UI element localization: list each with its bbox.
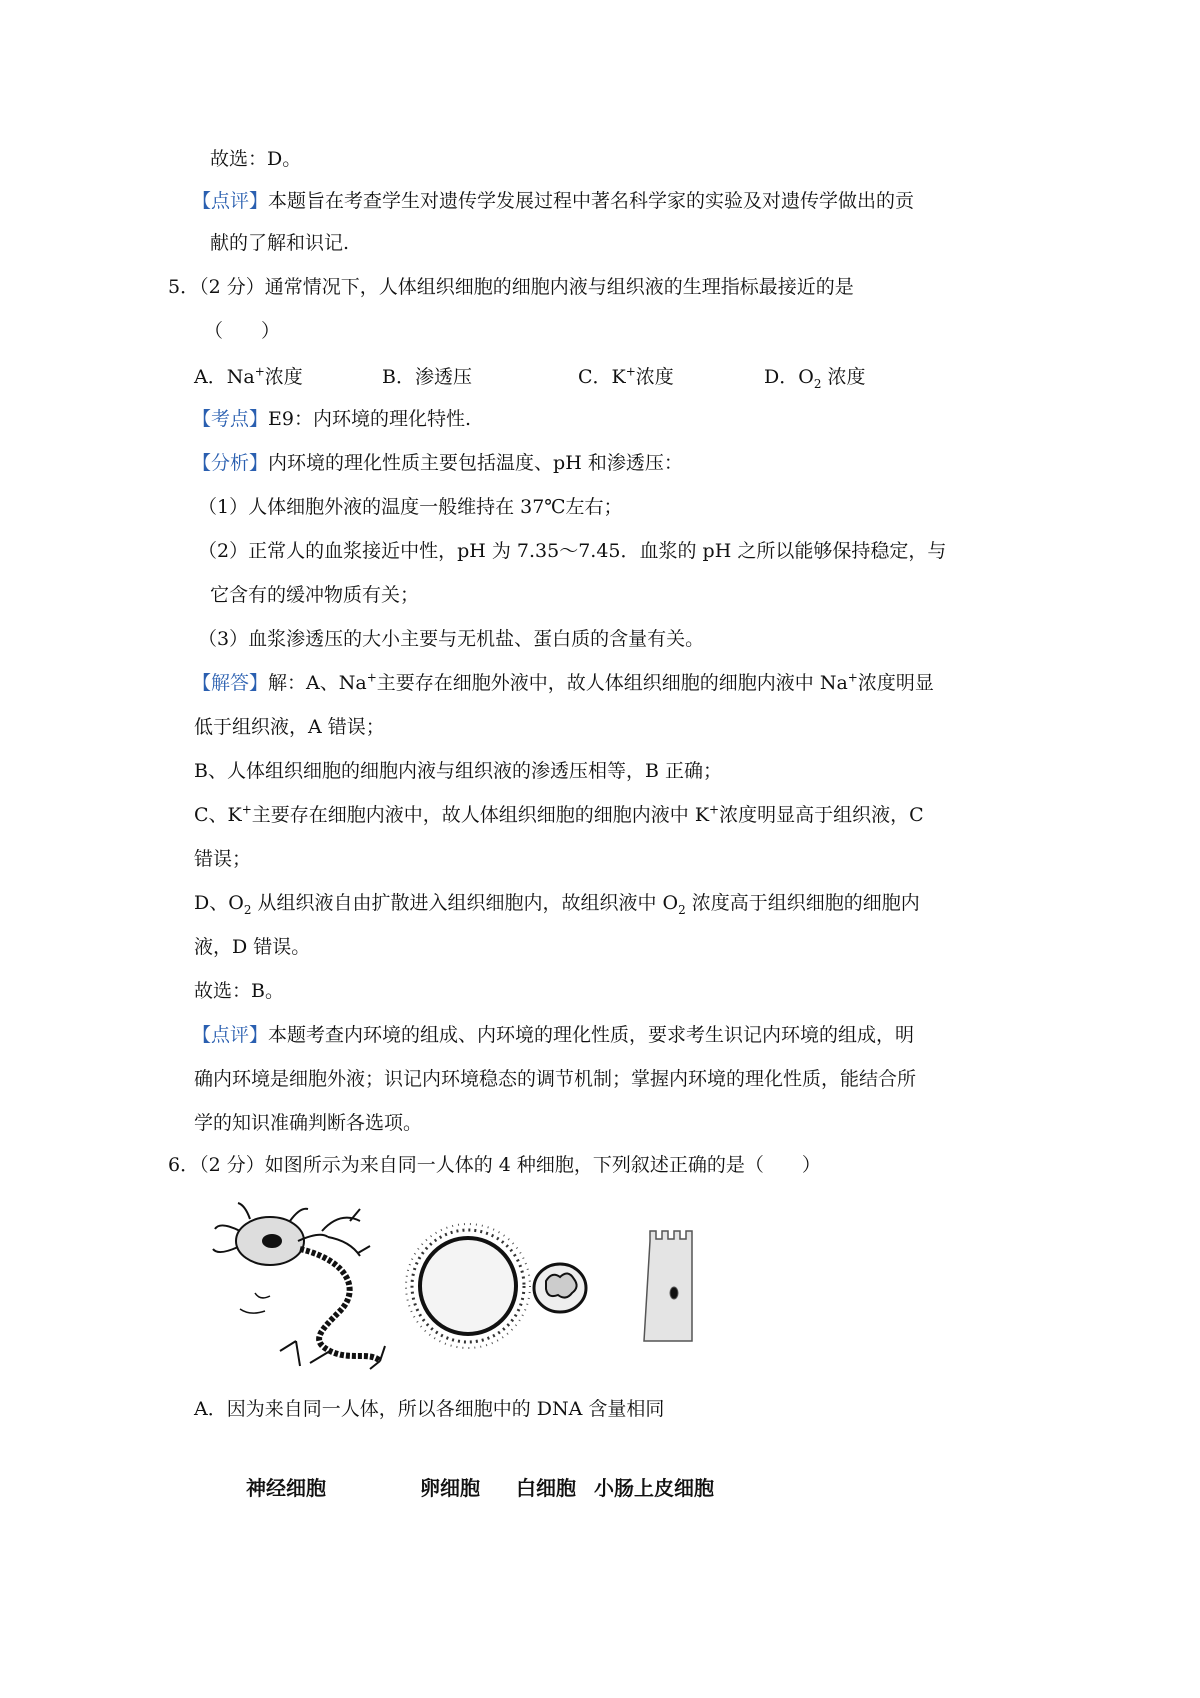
prev-answer: 故选：D。: [210, 148, 302, 170]
q5-fenxi: 【分析】内环境的理化性质主要包括温度、pH 和渗透压：: [192, 452, 683, 474]
q5-fenxi-2a: （2）正常人的血浆接近中性，pH 为 7.35～7.45．血浆的 pH 之所以能够保持稳定，与: [198, 540, 947, 562]
q5-jieda-d1: D、$O_2$ 从组织液自由扩散进入组织细胞内，故组织液中 $O_2$ 浓度高于组织细胞的细胞内: [194, 892, 920, 917]
q5-review: 【点评】本题考查内环境的组成、内环境的理化性质，要求考生识记内环境的组成，明: [192, 1024, 915, 1046]
q5-jieda-c2: 错误；: [194, 848, 252, 870]
white-blood-cell-drawing: [534, 1264, 586, 1312]
q5-jieda-a2: 低于组织液，A 错误；: [194, 716, 385, 738]
q5-review-2: 确内环境是细胞外液；识记内环境稳态的调节机制；掌握内环境的理化性质，能结合所: [194, 1068, 917, 1090]
q6-number: 6．: [168, 1154, 200, 1176]
q5-bracket: （ ）: [204, 320, 281, 342]
q5-option-c: C．K+浓度: [578, 364, 674, 388]
caption-intestinal-cell: 小肠上皮细胞: [594, 1476, 714, 1500]
q5-option-b: B．渗透压: [382, 366, 472, 388]
q5-options: [194, 364, 954, 390]
q5-fenxi-3: （3）血浆渗透压的大小主要与无机盐、蛋白质的含量有关。: [198, 628, 705, 650]
cells-figure: [210, 1186, 770, 1386]
prev-review: 【点评】本题旨在考查学生对遗传学发展过程中著名科学家的实验及对遗传学做出的贡: [192, 190, 915, 212]
egg-cell-drawing: [406, 1224, 530, 1348]
q5-option-d: D．$O_2$ 浓度: [764, 366, 866, 391]
caption-egg-cell: 卵细胞: [420, 1476, 480, 1500]
q5-answer: 故选：B。: [194, 980, 284, 1002]
intestinal-cell-drawing: [644, 1231, 692, 1341]
nerve-cell-drawing: [213, 1203, 385, 1369]
review-tag: 点评: [211, 190, 250, 212]
q5-number: 5．: [168, 276, 200, 298]
q5-review-3: 学的知识准确判断各选项。: [194, 1112, 423, 1134]
q5-jieda: 【解答】解：A、Na+主要存在细胞外液中，故人体组织细胞的细胞内液中 Na+浓度明显: [192, 670, 934, 694]
q6-option-a: A．因为来自同一人体，所以各细胞中的 DNA 含量相同: [194, 1398, 665, 1420]
q5-kaodian: 【考点】E9：内环境的理化特性.: [192, 408, 472, 430]
q5-jieda-b: B、人体组织细胞的细胞内液与组织液的渗透压相等，B 正确；: [194, 760, 722, 782]
q5-fenxi-2b: 它含有的缓冲物质有关；: [210, 584, 420, 606]
q5-jieda-c1: C、K+主要存在细胞内液中，故人体组织细胞的细胞内液中 K+浓度明显高于组织液，C: [194, 802, 924, 826]
q5-fenxi-1: （1）人体细胞外液的温度一般维持在 37℃左右；: [198, 496, 623, 518]
q5-stem: 5．（2 分）通常情况下，人体组织细胞的细胞内液与组织液的生理指标最接近的是: [168, 276, 854, 298]
prev-review-line2: 献的了解和识记.: [210, 232, 350, 254]
q5-option-a: A．Na+浓度: [194, 364, 303, 388]
q6-stem: 6．（2 分）如图所示为来自同一人体的 4 种细胞，下列叙述正确的是（ ）: [168, 1154, 821, 1176]
q5-jieda-d2: 液，D 错误。: [194, 936, 311, 958]
caption-white-blood-cell: 白细胞: [516, 1476, 576, 1500]
caption-nerve-cell: 神经细胞: [246, 1476, 326, 1500]
